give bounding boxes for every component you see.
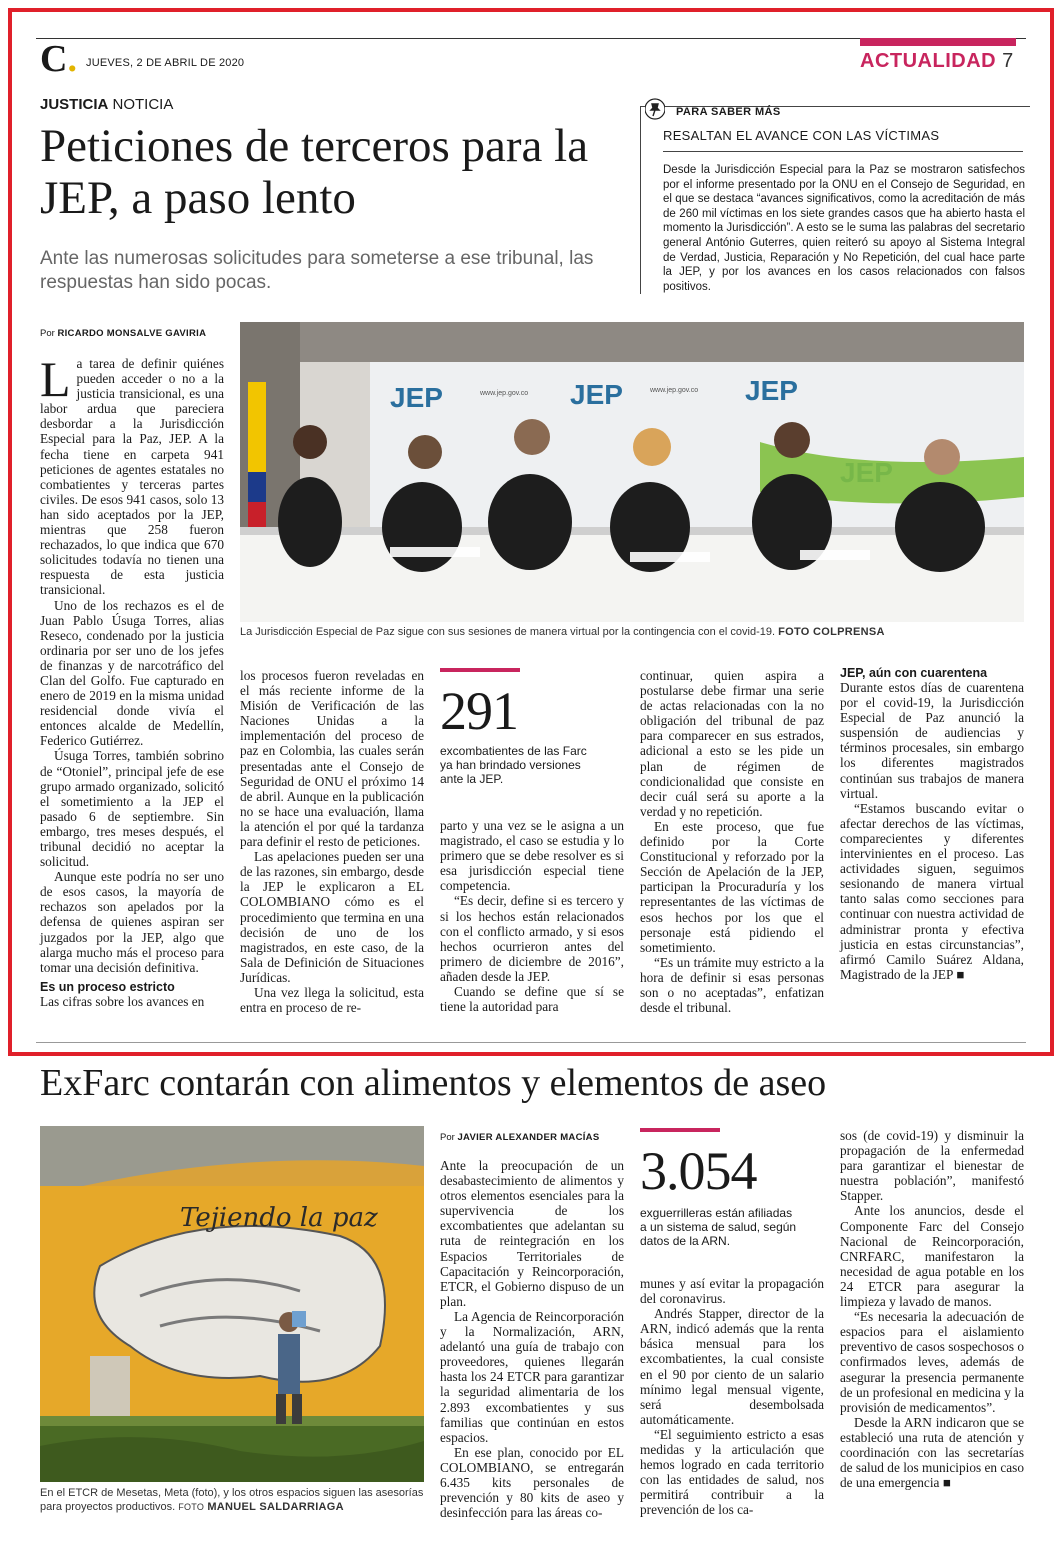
pullquote-text: excombatientes de las Farc ya han brindado versiones ante la JEP. <box>440 744 587 786</box>
article1-column-5: JEP, aún con cuarentena Durante estos días de cuarentena por el covid-19, la Jurisdicción Especial de Paz anunció la suspensión de audiencias y términos procesales, sin embargo los diferentes magistrados continúan sus trabajos de manera virtual. “Estamos buscando evitar o afectar derechos de las víctimas, comparecientes y diferentes intervinientes en el proceso. Las actividades siguen, seguimos sesionando de manera virtual tanto salas como secciones para continuar con nuestra actividad de administrar pronta y efectiva justicia en estas circunstancias”, afirmó Camilo Suárez Aldana, Magistrado de la JEP ■ <box>840 666 1024 982</box>
jep-photo-caption: La Jurisdicción Especial de Paz sigue con sus sesiones de manera virtual por la contingencia con el covid-19. FOTO COLPRENSA <box>240 626 885 638</box>
sidebar-title: PARA SABER MÁS <box>676 106 781 118</box>
subhead-proceso: Es un proceso estricto <box>40 979 175 994</box>
article1-column-3: parto y una vez se le asigna a un magistrado, el caso se estudia y lo primero que se debe resolver es si esa jurisdicción especial tiene competencia. “Es decir, define si es tercero y si los hechos están relacionados con el conflicto armado, y si esos hechos ocurrieron antes del primero de diciembre de 2016”, añaden desde la JEP. Cuando se define que sí se tiene la autoridad para <box>440 818 624 1015</box>
pullquote2-text: exguerrilleras están afiliadas a un sistema de salud, según datos de la ARN. <box>640 1206 797 1248</box>
article2-byline: Por JAVIER ALEXANDER MACÍAS <box>440 1132 600 1143</box>
sidebar-heading: RESALTAN EL AVANCE CON LAS VÍCTIMAS <box>663 128 1023 152</box>
logo: C. <box>40 38 77 80</box>
jep-banner-text-1: JEP <box>390 382 443 413</box>
article2-headline: ExFarc contarán con alimentos y elementos de aseo <box>40 1062 827 1104</box>
mural-photo <box>40 1126 424 1482</box>
article1-column-2: los procesos fueron reveladas en el más reciente informe de la Misión de Verificación de las Naciones Unidas a la implementación del proceso de paz en Colombia, las cuales serán presentadas ante el Consejo de Seguridad de ONU el próximo 14 de abril. Aunque en la publicación no se hace una evaluación, llama la atención el por qué la tardanza para definir el resto de peticiones. Las apelaciones pueden ser una de las razones, sin embargo, desde la JEP le explicaron a EL COLOMBIANO cómo es el procedimiento que termina en una decisión de uno de los magistrados, en este caso, de la Sala de Definición de Situaciones Jurídicas. Una vez llega la solicitud, esta entra en proceso de re- <box>240 668 424 1016</box>
headline: Peticiones de terceros para la JEP, a paso lento <box>40 120 589 224</box>
pullquote2-bar <box>640 1128 720 1132</box>
mural-photo-svg <box>40 1126 424 1482</box>
byline: Por RICARDO MONSALVE GAVIRIA <box>40 328 207 339</box>
kicker: JUSTICIA NOTICIA <box>40 96 174 113</box>
jep-banner-url-1: www.jep.gov.co <box>480 390 529 397</box>
deck: Ante las numerosas solicitudes para someterse a ese tribunal, las respuestas han sido pocas. <box>40 248 594 293</box>
section-bar <box>860 38 1016 46</box>
photo-credit: COLPRENSA <box>813 626 885 638</box>
jep-banner-text-3: JEP <box>745 375 798 406</box>
article-separator <box>36 1042 1026 1043</box>
dropcap: L <box>40 351 71 407</box>
sidebar-body: Desde la Jurisdicción Especial para la Paz se mostraron satisfechos por el informe presentado por la ONU en el Consejo de Seguridad, en el que se destaca “avances significativos, como la acreditación de más de 260 mil víctimas en los siete grandes casos que ha abierto hasta el momento la Jurisdicción”. A esto se le suma las palabras del secretario general António Guterres, quien reiteró su apoyo al Sistema Integral de Verdad, Justicia, Reparación y No Repetición, del cual hace parte la JEP, y por los avances en los casos relacionados con falsos positivos. <box>663 164 1025 293</box>
issue-date: JUEVES, 2 DE ABRIL DE 2020 <box>86 57 245 69</box>
pushpin-icon <box>645 98 665 120</box>
mural-text: Tejiendo la paz <box>180 1203 378 1233</box>
pullquote2-number: 3.054 <box>640 1141 757 1201</box>
subhead-cuarentena: JEP, aún con cuarentena <box>840 666 988 680</box>
jep-banner-url-2: www.jep.gov.co <box>650 387 699 394</box>
jep-photo-svg <box>240 322 1024 622</box>
mural-photo-caption: En el ETCR de Mesetas, Meta (foto), y los otros espacios siguen las asesorías para proyectos productivos. FOTO MANUEL SALDARRIAGA <box>40 1487 424 1513</box>
sidebar-vline <box>640 106 641 294</box>
pullquote-number: 291 <box>440 681 518 741</box>
article1-column-4: continuar, quien aspira a postularse debe firmar una serie de actas relacionadas con la no obligación del tribunal de paz para comparecer en sus estrados, adicional a esto se les pide un plan de régimen de condicionalidad que consiste en decir cuál será su aporte a la verdad y no repetición. En este proceso, que fue definido por la Corte Constitucional y reforzado por la Sección de Apelación de la JEP, participan la Procuraduría y los representantes de las víctimas de esos hechos por los que el personaje está pidiendo el sometimiento. “Es un trámite muy estricto a la hora de definir si esas personas son o no aceptadas”, enfatizan desde el tribunal. <box>640 668 824 1016</box>
jep-photo <box>240 322 1024 622</box>
page-number: 7 <box>1002 50 1014 72</box>
pullquote-bar <box>440 668 520 672</box>
article2-column-2: munes y así evitar la propagación del coronavirus. Andrés Stapper, director de la ARN, indicó además que la renta básica mensual para los excombatientes, la cual consiste en el 90 por ciento de un salario mínimo legal mensual vigente, será desembolsada automáticamente. “El seguimiento estricto a esas medidas y la articulación que hemos logrado en cada territorio con las entidades de salud, nos permitirá contribuir a la prevención de los ca- <box>640 1276 824 1518</box>
article2-column-3: sos (de covid-19) y disminuir la propagación de la enfermedad para garantizar el bienestar de nuestra población”, manifestó Stapper. Ante los anuncios, desde el Componente Farc del Consejo Nacional de Reincorporación, CNRFARC, manifestaron la necesidad de agua potable en los 24 ETCR para asegurar la limpieza y lavado de manos. “Es necesaria la adecuación de espacios para el aislamiento preventivo de casos sospechosos o confirmados leves, además de asegurar la presencia permanente de un profesional en medicina y la provisión de medicamentos”. Desde la ARN indicaron que se estableció una ruta de atención y coordinación con las secretarías de salud de los municipios en caso de una emergencia ■ <box>840 1128 1024 1491</box>
jep-banner-text-2: JEP <box>570 379 623 410</box>
article2-column-1: Ante la preocupación de un desabastecimiento de alimentos y otros elementos esenciales para la supervivencia de los excombatientes que adelantan su ruta de reintegración en los Espacios Territoriales de Capacitación y Reincorporación, ETCR, el Gobierno dispuso de un plan. La Agencia de Reincorporación y la Normalización, ARN, adelantó una guía de trabajo con proveedores, quienes llegarán hasta los 24 ETCR para garantizar la seguridad alimentaria de los 2.893 excombatientes y sus familias que continúan en estos espacios. En ese plan, conocido por EL COLOMBIANO, se entregarán 6.435 kits personales de prevención y 80 kits de aseo y desinfección para las áreas co- <box>440 1158 624 1521</box>
photo-credit-2: MANUEL SALDARRIAGA <box>207 1501 344 1513</box>
article1-column-1: La tarea de definir quiénes pueden acceder o no a la justicia transicional, es una labor ardua que pareciera desbordar a la Jurisdicción Especial para la Paz, JEP. A la fecha tiene en carpeta 941 peticiones de agentes estatales no combatientes y terceras partes civiles. De esos 941 casos, solo 13 han sido aceptados por la JEP, mientras que 258 fueron rechazados, lo que indica que 670 solicitudes todavía no tienen una respuesta de esta justicia transicional. Uno de los rechazos es el de Juan Pablo Úsuga Torres, alias Reseco, condenado por la justicia ordinaria por ser uno de los jefes de finanzas y de narcotráfico del Clan del Golfo. Fue capturado en enero de 2019 en la misma unidad residencial donde vivía el entonces alcalde de Medellín, Federico Gutiérrez. Úsuga Torres, también sobrino de “Otoniel”, principal jefe de ese grupo armado organizado, solicitó el sometimiento a la JEP el pasado 6 de septiembre. Sin embargo, tres meses después, el tribunal decidió no aceptar la solicitud. Aunque este podría no ser uno de esos casos, la mayoría de rechazos son apelados por la defensa de quienes aspiran ser juzgados por la JEP, algo que alarga mucho más el proceso para tomar una decisión definitiva. Es un proceso estricto Las cifras sobre los avances en <box>40 351 224 1009</box>
section-label: ACTUALIDAD 7 <box>860 50 1014 72</box>
